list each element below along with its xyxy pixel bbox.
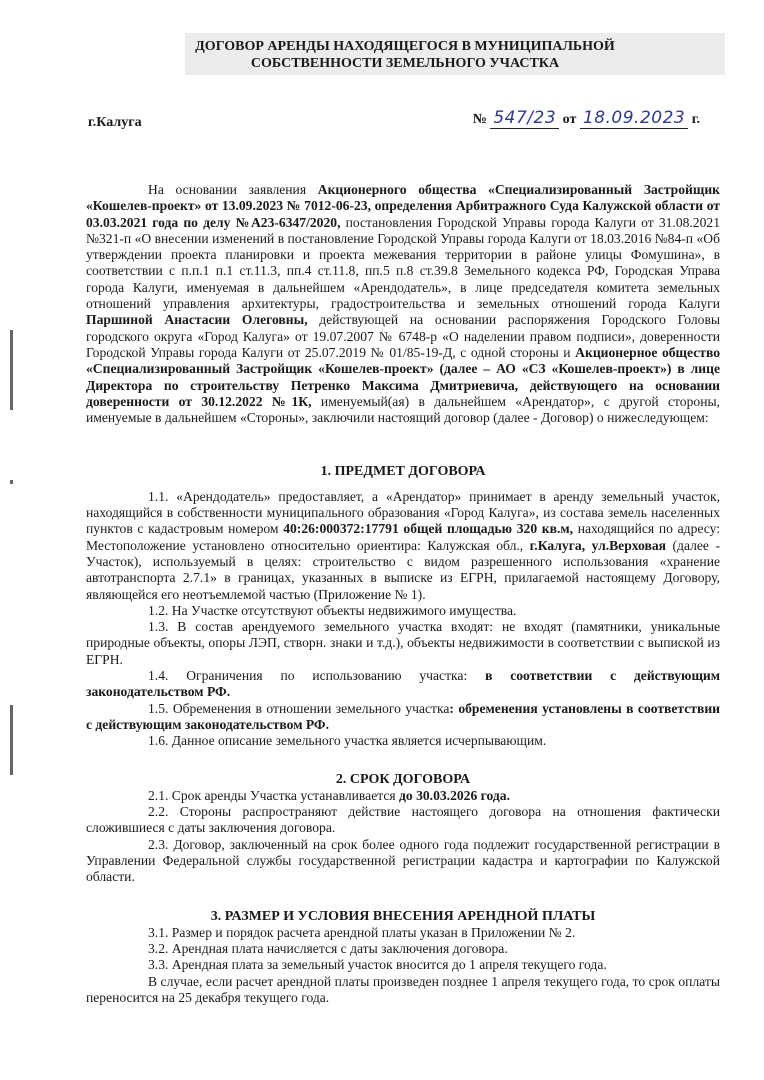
text: постановления Городской Управы города Калуги от 31.08.2021 №321-п «О внесении изменений в постановление Городской Управы города Калуги от 18.03.2016 №84-п «Об утверждении проекта планировки и проекта межевания территории в районе улицы Фомушина», в соответствии с п.п.1 п.1 ст.11.3, пп.4 ст.11.8, пп.5 п.8 ст.39.8 Земельного кодекса РФ, Городская Управа города Калуги, именуемая в дальнейшем «Арендодатель», в лице председателя комитета земельных отношений управления архитектуры, градостроительства и земельных отношений города Калуги bbox=[86, 214, 720, 312]
clause bbox=[86, 619, 720, 668]
text: находящийся по адресу: Местоположение установлено относительно ориентира: Калужская обл., bbox=[86, 521, 720, 553]
text: (далее - Участок), используемый в целях: строительство с видом разрешенного использования «хранение автотранспорта 2.7.1» в границах, указанных в выписке из ЕГРН, прилагаемой настоящему Договору, являющейся его неотъемлемой частью (Приложение № 1). bbox=[86, 537, 720, 602]
clause bbox=[86, 788, 720, 804]
scan-margin-mark bbox=[10, 705, 13, 775]
clause bbox=[86, 701, 720, 734]
text: действующей на основании распоряжения Городского Головы городского округа «Город Калуга» от 19.07.2007 № 6748-р «О наделении правом подписи», доверенности Городской Управы города Калуги от 25.07.2019 № 01/85-19-Д, с одной стороны и bbox=[86, 312, 720, 360]
text: именуемый(ая) в дальнейшем «Арендатор», с другой стороны, именуемые в дальнейшем «Стороны», заключили настоящий договор (далее - Договор) о нижеследующем: bbox=[86, 393, 720, 426]
document-body bbox=[86, 182, 720, 1006]
bold-text: до 30.03.2026 года. bbox=[399, 787, 510, 803]
bold-text: Паршиной Анастасии Олеговны, bbox=[86, 312, 308, 328]
bold-text: 40:26:000372:17791 общей площадью 320 кв.м, bbox=[283, 521, 574, 537]
section-heading: 2. СРОК ДОГОВОРА bbox=[335, 771, 471, 787]
document-title bbox=[130, 38, 680, 72]
scan-margin-mark bbox=[10, 330, 13, 410]
clause bbox=[86, 733, 720, 749]
text: 2.1. Срок аренды Участка устанавливается bbox=[148, 787, 400, 803]
text: На основании заявления bbox=[148, 182, 318, 197]
bold-text: в соответствии с действующим законодательством РФ. bbox=[86, 668, 721, 700]
handwritten-date: 18.09.2023 bbox=[580, 108, 688, 129]
bold-text: : обременения установлены в соответствии с действующим законодательством РФ. bbox=[86, 700, 720, 732]
scan-margin-mark bbox=[10, 480, 13, 484]
bold-text: Акционерного общества «Специализированный Застройщик «Кошелев-проект» от 13.09.2023 № 7012-06-23, определения Арбитражного Суда Калужской области от 03.03.2021 года по делу №А23-6347/2020, bbox=[86, 182, 720, 230]
contract-number-date bbox=[473, 108, 700, 128]
clause bbox=[86, 804, 720, 837]
intro-paragraph bbox=[86, 182, 720, 426]
text: 3.3. Арендная плата за земельный участок вносится до 1 апреля текущего года. bbox=[148, 957, 607, 973]
text: 2.3. Договор, заключенный на срок более одного года подлежит государственной регистрации в Управлении Федеральной службы государственной регистрации кадастра и картографии по Калужской области. bbox=[86, 836, 720, 885]
text: 1.6. Данное описание земельного участка является исчерпывающим. bbox=[148, 733, 547, 749]
clause bbox=[86, 668, 720, 701]
text: 1.4. Ограничения по использованию участка: bbox=[148, 668, 486, 684]
section-heading: 1. ПРЕДМЕТ ДОГОВОРА bbox=[320, 464, 486, 480]
handwritten-number: 547/23 bbox=[490, 108, 559, 129]
title-line-2: СОБСТВЕННОСТИ ЗЕМЕЛЬНОГО УЧАСТКА bbox=[250, 56, 560, 71]
text: 3.1. Размер и порядок расчета арендной платы указан в Приложении № 2. bbox=[148, 924, 576, 940]
text: 2.2. Стороны распространяют действие настоящего договора на отношения фактически сложившиеся с даты заключения договора. bbox=[86, 804, 720, 836]
text: 1.5. Обременения в отношении земельного участка bbox=[148, 700, 450, 716]
section-heading: 3. РАЗМЕР И УСЛОВИЯ ВНЕСЕНИЯ АРЕНДНОЙ ПЛАТЫ bbox=[210, 908, 596, 924]
bold-text: Акционерное общество «Специализированный Застройщик «Кошелев-проект» (далее – АО «СЗ «Кошелев-проект») в лице Директора по строительству Петренко Максима Дмитриевича, действующего на основании доверенности от 30.12.2022 №1К, bbox=[86, 344, 720, 409]
number-prefix: № bbox=[472, 112, 487, 127]
clause bbox=[86, 489, 720, 603]
city: г.Калуга bbox=[88, 115, 142, 130]
bold-text: г.Калуга, ул.Верховая bbox=[529, 537, 666, 553]
clause bbox=[86, 957, 720, 973]
clause bbox=[86, 837, 720, 886]
sections bbox=[86, 464, 720, 1006]
clause bbox=[86, 603, 720, 619]
title-line-1: ДОГОВОР АРЕНДЫ НАХОДЯЩЕГОСЯ В МУНИЦИПАЛЬНОЙ bbox=[195, 39, 615, 54]
clause bbox=[86, 974, 720, 1007]
clause bbox=[86, 941, 720, 957]
text: 1.3. В состав арендуемого земельного участка входят: не входят (памятники, уникальные природные объекты, опоры ЛЭП, створн. знаки и т.д.), объекты недвижимости в соответствии с выпиской из ЕГРН. bbox=[86, 619, 720, 667]
date-prefix: от bbox=[562, 112, 577, 127]
text: 1.1. «Арендодатель» предоставляет, а «Арендатор» принимает в аренду земельный участок, находящийся в собственности муниципального образования «Город Калуга», из состава земель населенных пунктов с кадастровым номером bbox=[86, 488, 720, 537]
text: В случае, если расчет арендной платы произведен позднее 1 апреля текущего года, то срок оплаты переносится на 25 декабря текущего года. bbox=[86, 973, 720, 1006]
clause bbox=[86, 925, 720, 941]
text: 3.2. Арендная плата начисляется с даты заключения договора. bbox=[148, 941, 508, 957]
date-suffix: г. bbox=[691, 112, 700, 127]
text: 1.2. На Участке отсутствуют объекты недвижимого имущества. bbox=[148, 602, 517, 618]
